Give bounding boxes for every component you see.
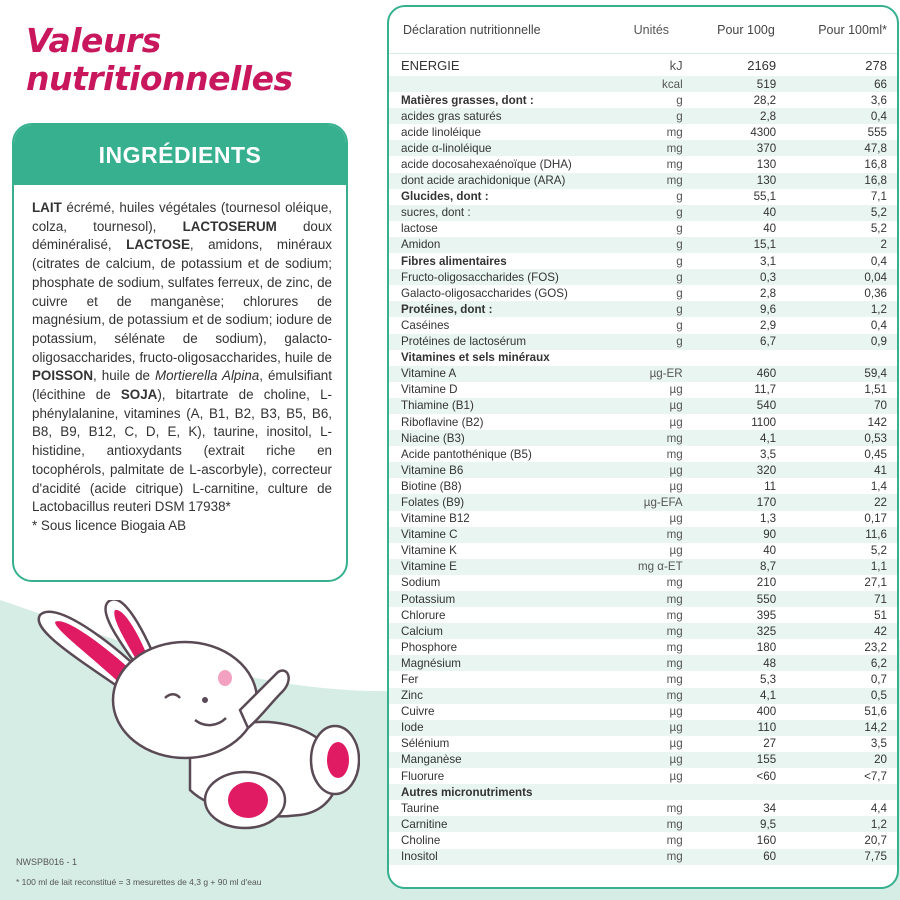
per-100ml-cell: 0,5 [870,689,887,703]
unit-cell: g [676,109,683,123]
nutrient-name: acides gras saturés [401,109,502,123]
table-row [389,768,897,784]
unit-cell: mg [666,528,683,542]
nutrient-name: Vitamine B12 [401,512,470,526]
per-100ml-cell: 22 [874,495,887,509]
per-100ml-cell: 0,17 [864,512,887,526]
unit-cell: µg [669,512,683,526]
table-row [389,334,897,350]
per-100ml-cell: 71 [874,592,887,606]
nutrient-name: Biotine (B8) [401,479,462,493]
unit-cell: mg [666,673,683,687]
nutrient-name: Calcium [401,624,443,638]
per-100ml-cell: 3,5 [870,737,887,751]
per-100ml-cell: 20,7 [864,833,887,847]
unit-cell: µg [669,753,683,767]
unit-cell: mg [666,141,683,155]
per-100g-cell: 3,5 [760,447,777,461]
per-100ml-cell: 23,2 [864,640,887,654]
nutrition-table [387,5,899,889]
nutrient-name: Chlorure [401,608,446,622]
unit-cell: g [676,318,683,332]
unit-cell: mg [666,576,683,590]
table-row [389,108,897,124]
table-row [389,704,897,720]
per-100g-cell: 550 [756,592,777,606]
nutrient-name: Vitamines et sels minéraux [401,351,550,365]
unit-cell: mg [666,801,683,815]
per-100ml-cell: 1,2 [870,302,887,316]
per-100g-cell: 130 [756,158,777,172]
per-100g-cell: 1100 [751,415,777,429]
table-row [389,398,897,414]
nutrient-name: Phosphore [401,640,458,654]
per-100ml-cell: 47,8 [864,141,887,155]
unit-cell: µg [669,705,683,719]
per-100g-cell: 170 [756,495,777,509]
nutrient-name: Niacine (B3) [401,431,465,445]
table-row [389,543,897,559]
per-100g-cell: 2,8 [760,286,777,300]
ingredients-part: , amidons, minéraux (citrates de calcium, de potassium et de sodium; phosphate de sodium, sulfates ferreux, de zinc, de cuivre et de manganèse; chlorures de magnésium, de potassium et de sodium; iodure de potassium, sélénate de sodium), galacto-oligosaccharides, fructo-oligosaccharides, huile de [32,237,333,365]
unit-cell: mg [666,624,683,638]
table-row [389,382,897,398]
per-100g-cell: 4,1 [760,689,777,703]
ingredients-part: LACTOSERUM [182,218,277,234]
per-100g-cell: 9,6 [760,302,777,316]
ingredients-note: * Sous licence Biogaia AB [32,517,187,533]
per-100ml-cell: 51 [874,608,887,622]
nutrient-name: Caséines [401,318,450,332]
unit-cell: µg [669,737,683,751]
unit-cell: kJ [669,57,683,73]
nutrient-name: Sélénium [401,737,450,751]
ingredients-part: doux déminéralisé, [32,218,332,253]
nutrient-name: Fructo-oligosaccharides (FOS) [401,270,559,284]
nutrient-name: Vitamine K [401,544,457,558]
nutrient-name: Magnésium [401,656,461,670]
unit-cell: g [676,335,683,349]
per-100ml-cell: 0,4 [870,254,887,268]
table-row [389,816,897,832]
table-row [389,849,897,865]
per-100g-cell: 4,1 [760,431,777,445]
per-100g-cell: 9,5 [760,817,777,831]
per-100ml-cell: 7,1 [870,190,887,204]
unit-cell: µg [669,479,683,493]
per-100g-cell: 210 [756,576,777,590]
nutrient-name: Glucides, dont : [401,190,489,204]
unit-cell: µg [669,399,683,413]
unit-cell: g [676,222,683,236]
table-row [389,140,897,156]
per-100ml-cell: 0,53 [864,431,887,445]
per-100ml-cell: 42 [874,624,887,638]
per-100ml-cell: 16,8 [864,158,887,172]
ingredients-part: Mortierella Alpina [154,368,260,384]
per-100ml-cell: 70 [874,399,887,413]
unit-cell: mg [666,125,683,139]
per-100ml-cell: 6,2 [870,656,887,670]
table-row [389,752,897,768]
ingredients-part: écrémé, huiles végétales (tournesol oléique, colza, tournesol), [32,200,332,234]
table-header [389,7,897,54]
unit-cell: g [676,302,683,316]
ingredients-part: ), bitartrate de choline, L-phénylalanine, vitamines (A, B1, B2, B3, B5, B6, B8, B9, B12, C, D, E, K), taurine, inositol, L-histidine, antioxydants (extrait riche en tocophérols, palmitate de L-ascorbyle), correcteur d'acidité (acide citrique) L-carnitine, culture de Lactobacillus reuteri DSM 17938* [32,387,332,515]
per-100ml-cell: 1,2 [870,817,887,831]
per-100ml-cell: 2 [880,238,887,252]
nutrient-name: dont acide arachidonique (ARA) [401,174,566,188]
nutrient-name: Potassium [401,592,456,606]
ingredients-part: SOJA [120,387,158,403]
unit-cell: mg [666,817,683,831]
per-100g-cell: 1,3 [760,512,777,526]
per-100g-cell: 180 [756,640,777,654]
per-100g-cell: 34 [763,801,777,815]
nutrient-name: Sodium [401,576,441,590]
table-row [389,253,897,269]
table-row [389,575,897,591]
unit-cell: µg [669,769,683,783]
nutrient-name: sucres, dont : [401,206,471,220]
unit-cell: mg [666,447,683,461]
per-100ml-cell: 0,7 [870,673,887,687]
per-100ml-cell: <7,7 [864,769,887,783]
nutrient-name: Vitamine D [401,383,458,397]
ingredients-text [14,185,346,517]
table-row [389,478,897,494]
per-100g-cell: 519 [756,77,777,91]
per-100ml-cell: 278 [865,57,887,73]
per-100ml-cell: 7,75 [864,850,887,864]
table-row [389,269,897,285]
unit-cell: µg-ER [649,367,683,381]
per-100g-cell: 160 [756,833,777,847]
header-units: Unités [633,23,670,37]
per-100g-cell: 8,7 [760,560,777,574]
nutrient-name: Autres micronutriments [401,785,533,799]
header-declaration: Déclaration nutritionnelle [403,23,541,37]
table-row [389,156,897,172]
per-100g-cell: 60 [763,850,777,864]
per-100g-cell: 55,1 [753,190,777,204]
per-100g-cell: 5,3 [760,673,777,687]
ingredients-part: POISSON [32,368,94,384]
per-100ml-cell: 20 [874,753,887,767]
nutrient-name: Matières grasses, dont : [401,93,534,107]
per-100ml-cell: 51,6 [864,705,887,719]
table-row [389,559,897,575]
nutrient-name: Carnitine [401,817,448,831]
table-row [389,832,897,848]
per-100ml-cell: 5,2 [870,544,887,558]
nutrient-name: Thiamine (B1) [401,399,474,413]
unit-cell: mg [666,174,683,188]
table-row [389,350,897,366]
table-row [389,285,897,301]
per-100g-cell: 48 [763,656,777,670]
per-100g-cell: 320 [756,463,777,477]
nutrient-name: acide α-linoléique [401,141,492,155]
per-100g-cell: 27 [763,737,777,751]
unit-cell: mg [666,608,683,622]
header-per-100g: Pour 100g [717,23,775,37]
per-100ml-cell: 16,8 [864,174,887,188]
ingredients-part: , huile de [93,368,155,384]
per-100ml-cell: 1,51 [864,383,887,397]
table-row [389,784,897,800]
unit-cell: µg [669,544,683,558]
table-row [389,462,897,478]
nutrient-name: Fer [401,673,419,687]
nutrient-name: Vitamine B6 [401,463,464,477]
per-100g-cell: 3,1 [760,254,777,268]
nutrient-name: Fibres alimentaires [401,254,507,268]
title-line-2: nutritionnelles [26,59,293,98]
nutrient-name: Protéines, dont : [401,302,493,316]
per-100ml-cell: 66 [874,77,887,91]
nutrient-name: lactose [401,222,438,236]
table-row [389,736,897,752]
nutrient-name: Iode [401,721,424,735]
nutrient-name: Amidon [401,238,441,252]
per-100g-cell: 155 [756,753,777,767]
table-row [389,301,897,317]
table-row [389,92,897,108]
unit-cell: mg [666,656,683,670]
header-per-100ml: Pour 100ml* [818,23,887,37]
footnote: * 100 ml de lait reconstitué = 3 mesurettes de 4,3 g + 90 ml d'eau [16,877,262,887]
nutrient-name: Vitamine A [401,367,457,381]
page-title [26,22,293,98]
per-100ml-cell: 0,45 [864,447,887,461]
unit-cell: µg [669,383,683,397]
per-100ml-cell: 0,4 [870,109,887,123]
table-row [389,237,897,253]
per-100ml-cell: 5,2 [870,206,887,220]
per-100ml-cell: 0,36 [864,286,887,300]
unit-cell: mg [666,640,683,654]
per-100g-cell: 0,3 [760,270,777,284]
nutrient-name: ENERGIE [401,57,460,73]
per-100g-cell: 110 [757,721,777,735]
product-code: NWSPB016 - 1 [16,857,78,867]
nutrient-name: Acide pantothénique (B5) [401,447,532,461]
unit-cell: g [676,93,683,107]
per-100ml-cell: 0,4 [870,318,887,332]
per-100ml-cell: 1,4 [870,479,887,493]
per-100g-cell: 400 [756,705,777,719]
per-100ml-cell: 3,6 [870,93,887,107]
per-100g-cell: <60 [756,769,777,783]
per-100ml-cell: 27,1 [864,576,887,590]
per-100ml-cell: 0,9 [870,335,887,349]
nutrient-name: Riboflavine (B2) [401,415,484,429]
nutrient-name: acide linoléique [401,125,481,139]
table-row [389,639,897,655]
unit-cell: mg [666,689,683,703]
bunny-illustration [20,600,360,830]
ingredients-part: LAIT [32,200,62,215]
per-100g-cell: 40 [763,206,777,220]
table-row [389,189,897,205]
table-row [389,173,897,189]
unit-cell: kcal [662,77,683,91]
nutrient-name: Choline [401,833,441,847]
unit-cell: g [676,254,683,268]
per-100g-cell: 325 [756,624,777,638]
title-line-1: Valeurs [26,21,161,60]
table-row [389,607,897,623]
unit-cell: mg α-ET [637,560,683,574]
table-row [389,54,897,76]
per-100g-cell: 395 [756,608,777,622]
per-100ml-cell: 4,4 [870,801,887,815]
table-row [389,800,897,816]
nutrient-name: Protéines de lactosérum [401,335,527,349]
per-100g-cell: 2169 [747,57,777,73]
table-row [389,511,897,527]
per-100g-cell: 40 [763,544,777,558]
unit-cell: µg-EFA [643,495,683,509]
unit-cell: mg [666,158,683,172]
per-100ml-cell: 59,4 [864,367,887,381]
per-100g-cell: 6,7 [760,335,777,349]
unit-cell: mg [666,431,683,445]
unit-cell: g [676,238,683,252]
per-100ml-cell: 555 [867,125,887,139]
nutrient-name: Vitamine C [401,528,458,542]
unit-cell: µg [669,415,683,429]
nutrient-name: Manganèse [401,753,462,767]
table-row [389,720,897,736]
unit-cell: g [676,206,683,220]
per-100g-cell: 540 [756,399,777,413]
unit-cell: mg [666,850,683,864]
nutrient-name: Galacto-oligosaccharides (GOS) [401,286,568,300]
unit-cell: g [676,286,683,300]
nutrient-name: Inositol [401,850,438,864]
per-100g-cell: 11 [764,479,777,493]
table-body [389,54,897,865]
per-100g-cell: 90 [763,528,777,542]
per-100g-cell: 130 [756,174,777,188]
per-100ml-cell: 14,2 [864,721,887,735]
nutrient-name: Folates (B9) [401,495,465,509]
ingredients-card [12,123,348,582]
table-row [389,317,897,333]
table-row [389,688,897,704]
table-row [389,527,897,543]
per-100ml-cell: 1,1 [870,560,887,574]
unit-cell: mg [666,833,683,847]
per-100g-cell: 2,8 [760,109,777,123]
per-100g-cell: 4300 [750,125,777,139]
nutrient-name: Cuivre [401,705,435,719]
table-row [389,671,897,687]
per-100g-cell: 370 [756,141,777,155]
per-100ml-cell: 5,2 [870,222,887,236]
per-100g-cell: 15,1 [753,238,777,252]
table-row [389,430,897,446]
per-100g-cell: 28,2 [753,93,777,107]
per-100ml-cell: 41 [874,463,887,477]
ingredients-header: INGRÉDIENTS [14,125,346,185]
per-100ml-cell: 0,04 [864,270,887,284]
table-row [389,414,897,430]
table-row [389,655,897,671]
nutrient-name: Vitamine E [401,560,457,574]
per-100ml-cell: 11,6 [865,528,887,542]
table-row [389,623,897,639]
unit-cell: µg [669,463,683,477]
unit-cell: g [676,270,683,284]
table-row [389,446,897,462]
per-100g-cell: 11,7 [754,383,777,397]
table-row [389,494,897,510]
table-row [389,591,897,607]
per-100g-cell: 40 [763,222,777,236]
table-row [389,76,897,92]
unit-cell: g [676,190,683,204]
per-100ml-cell: 142 [867,415,887,429]
nutrient-name: Zinc [401,689,423,703]
table-row [389,205,897,221]
per-100g-cell: 2,9 [760,318,777,332]
nutrient-name: Taurine [401,801,440,815]
ingredients-part: LACTOSE [126,237,190,253]
unit-cell: µg [669,721,683,735]
ingredients-part: , émulsifiant (lécithine de [32,368,332,403]
nutrient-name: Fluorure [401,769,445,783]
table-row [389,124,897,140]
table-row [389,221,897,237]
per-100g-cell: 460 [756,367,777,381]
table-row [389,366,897,382]
unit-cell: mg [666,592,683,606]
nutrient-name: acide docosahexaénoïque (DHA) [401,158,572,172]
